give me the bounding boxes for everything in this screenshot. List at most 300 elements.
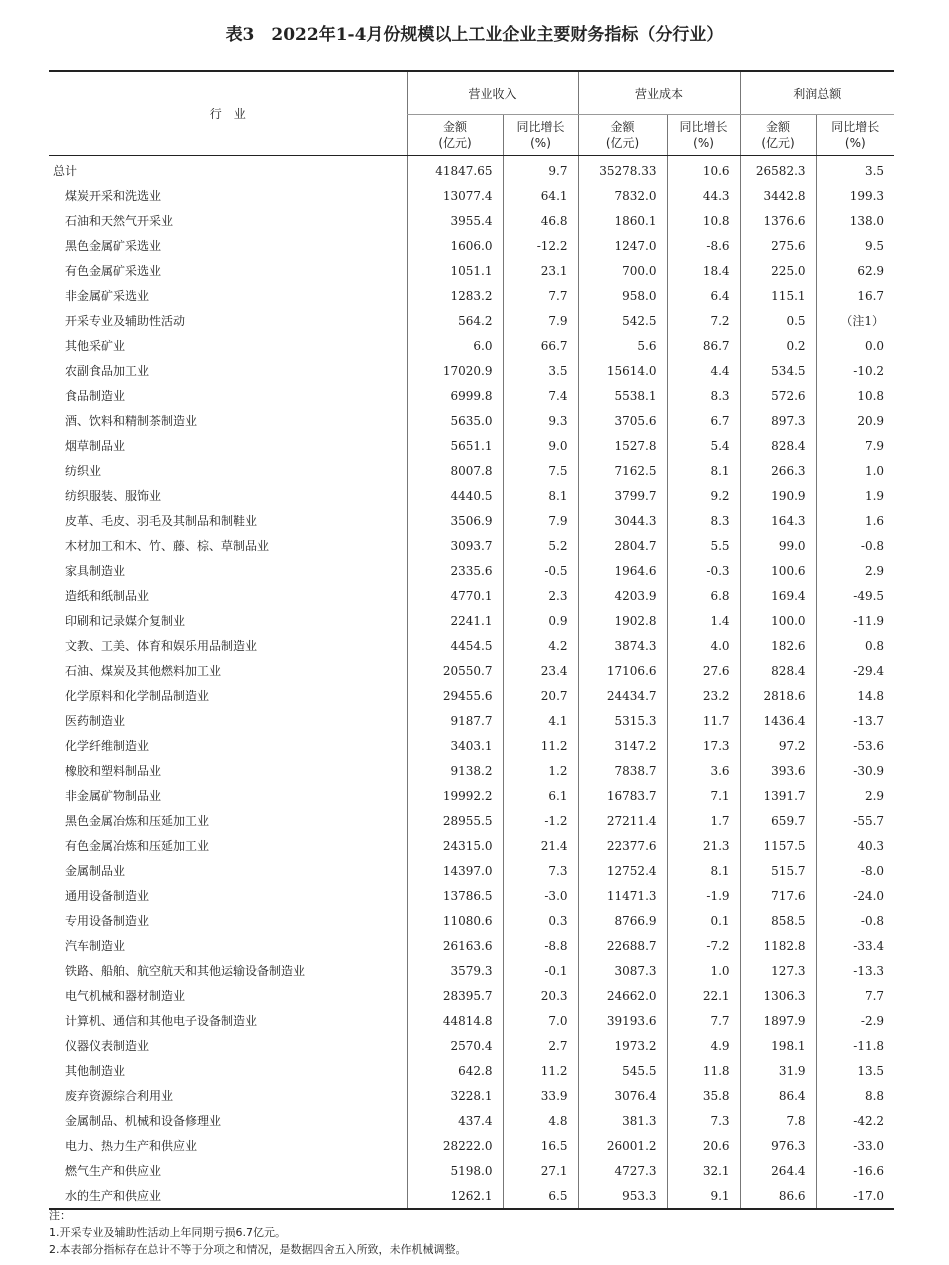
profit-growth-cell: 20.9 xyxy=(816,408,894,433)
table-row xyxy=(49,183,894,208)
profit-amount-cell: 828.4 xyxy=(740,658,816,683)
revenue-amount-cell: 9138.2 xyxy=(407,758,503,783)
revenue-growth-cell: 9.7 xyxy=(503,156,578,184)
cost-amount-cell: 5.6 xyxy=(578,333,667,358)
revenue-amount-cell: 5651.1 xyxy=(407,433,503,458)
profit-amount-cell: 1391.7 xyxy=(740,783,816,808)
industry-name: 黑色金属矿采选业 xyxy=(65,239,162,253)
industry-name: 农副食品加工业 xyxy=(65,364,150,378)
table-row xyxy=(49,408,894,433)
profit-amount-cell: 976.3 xyxy=(740,1133,816,1158)
cost-growth-header: 同比增长 (%) xyxy=(667,115,740,156)
table-row xyxy=(49,708,894,733)
cost-growth-cell: 18.4 xyxy=(667,258,740,283)
cost-amount-cell: 3874.3 xyxy=(578,633,667,658)
revenue-growth-cell: 7.7 xyxy=(503,283,578,308)
cost-amount-cell: 5315.3 xyxy=(578,708,667,733)
revenue-growth-cell: 46.8 xyxy=(503,208,578,233)
table-row xyxy=(49,983,894,1008)
table-row xyxy=(49,783,894,808)
cost-growth-cell: 6.8 xyxy=(667,583,740,608)
cost-growth-cell: 7.2 xyxy=(667,308,740,333)
profit-growth-cell: 0.0 xyxy=(816,333,894,358)
revenue-growth-cell: 11.2 xyxy=(503,733,578,758)
industry-name: 其他制造业 xyxy=(65,1064,126,1078)
cost-amount-cell: 3705.6 xyxy=(578,408,667,433)
profit-growth-cell: -13.7 xyxy=(816,708,894,733)
profit-growth-cell: -16.6 xyxy=(816,1158,894,1183)
industry-name: 汽车制造业 xyxy=(65,939,126,953)
profit-growth-cell: 7.7 xyxy=(816,983,894,1008)
revenue-growth-cell: 4.2 xyxy=(503,633,578,658)
revenue-growth-cell: 0.9 xyxy=(503,608,578,633)
revenue-amount-header: 金额 (亿元) xyxy=(407,115,503,156)
cost-growth-cell: 11.7 xyxy=(667,708,740,733)
profit-amount-cell: 1182.8 xyxy=(740,933,816,958)
cost-growth-cell: 7.7 xyxy=(667,1008,740,1033)
industry-name: 食品制造业 xyxy=(65,389,126,403)
cost-growth-cell: 11.8 xyxy=(667,1058,740,1083)
industry-name: 有色金属矿采选业 xyxy=(65,264,162,278)
revenue-amount-cell: 2335.6 xyxy=(407,558,503,583)
profit-growth-cell: 3.5 xyxy=(816,156,894,184)
table-row xyxy=(49,1083,894,1108)
profit-amount-cell: 225.0 xyxy=(740,258,816,283)
profit-growth-cell: 62.9 xyxy=(816,258,894,283)
revenue-amount-cell: 24315.0 xyxy=(407,833,503,858)
industry-name: 电气机械和器材制造业 xyxy=(65,989,186,1003)
revenue-amount-cell: 6.0 xyxy=(407,333,503,358)
revenue-amount-cell: 3955.4 xyxy=(407,208,503,233)
cost-amount-cell: 22688.7 xyxy=(578,933,667,958)
industry-name: 石油和天然气开采业 xyxy=(65,214,174,228)
table-row xyxy=(49,483,894,508)
profit-amount-cell: 0.2 xyxy=(740,333,816,358)
revenue-amount-cell: 4454.5 xyxy=(407,633,503,658)
revenue-amount-cell: 4440.5 xyxy=(407,483,503,508)
cost-growth-cell: 5.5 xyxy=(667,533,740,558)
table-row xyxy=(49,208,894,233)
cost-growth-cell: 7.1 xyxy=(667,783,740,808)
profit-growth-header: 同比增长 (%) xyxy=(816,115,894,156)
cost-amount-cell: 3087.3 xyxy=(578,958,667,983)
profit-amount-cell: 31.9 xyxy=(740,1058,816,1083)
revenue-amount-cell: 2241.1 xyxy=(407,608,503,633)
profit-amount-cell: 190.9 xyxy=(740,483,816,508)
cost-amount-cell: 15614.0 xyxy=(578,358,667,383)
cost-growth-cell: 7.3 xyxy=(667,1108,740,1133)
profit-amount-cell: 515.7 xyxy=(740,858,816,883)
revenue-growth-cell: 33.9 xyxy=(503,1083,578,1108)
table-body xyxy=(49,156,894,1210)
cost-growth-cell: 32.1 xyxy=(667,1158,740,1183)
profit-amount-cell: 858.5 xyxy=(740,908,816,933)
footnotes xyxy=(49,1207,467,1258)
cost-amount-cell: 3044.3 xyxy=(578,508,667,533)
cost-growth-cell: 21.3 xyxy=(667,833,740,858)
cost-amount-cell: 953.3 xyxy=(578,1183,667,1209)
revenue-amount-cell: 3403.1 xyxy=(407,733,503,758)
profit-growth-cell: 16.7 xyxy=(816,283,894,308)
cost-amount-cell: 24434.7 xyxy=(578,683,667,708)
revenue-growth-cell: 1.2 xyxy=(503,758,578,783)
profit-growth-cell: -42.2 xyxy=(816,1108,894,1133)
industry-name: 家具制造业 xyxy=(65,564,126,578)
revenue-growth-cell: -0.1 xyxy=(503,958,578,983)
revenue-amount-cell: 3579.3 xyxy=(407,958,503,983)
industry-name: 有色金属冶炼和压延加工业 xyxy=(65,839,210,853)
revenue-amount-cell: 28222.0 xyxy=(407,1133,503,1158)
cost-growth-cell: 44.3 xyxy=(667,183,740,208)
cost-amount-cell: 27211.4 xyxy=(578,808,667,833)
cost-growth-cell: 86.7 xyxy=(667,333,740,358)
cost-amount-cell: 2804.7 xyxy=(578,533,667,558)
cost-amount-cell: 4203.9 xyxy=(578,583,667,608)
revenue-growth-cell: 5.2 xyxy=(503,533,578,558)
revenue-growth-cell: 6.1 xyxy=(503,783,578,808)
industry-name: 仪器仪表制造业 xyxy=(65,1039,150,1053)
industry-name: 酒、饮料和精制茶制造业 xyxy=(65,414,198,428)
profit-growth-cell: -2.9 xyxy=(816,1008,894,1033)
profit-growth-cell: -8.0 xyxy=(816,858,894,883)
cost-amount-cell: 1247.0 xyxy=(578,233,667,258)
cost-growth-cell: 8.3 xyxy=(667,508,740,533)
cost-amount-cell: 11471.3 xyxy=(578,883,667,908)
revenue-amount-cell: 29455.6 xyxy=(407,683,503,708)
table-row xyxy=(49,508,894,533)
revenue-growth-cell: 2.3 xyxy=(503,583,578,608)
industry-name: 金属制品业 xyxy=(65,864,126,878)
industry-name: 燃气生产和供应业 xyxy=(65,1164,162,1178)
cost-growth-cell: 9.1 xyxy=(667,1183,740,1209)
table-row xyxy=(49,833,894,858)
profit-growth-cell: （注1） xyxy=(816,308,894,333)
cost-amount-cell: 1973.2 xyxy=(578,1033,667,1058)
profit-amount-header: 金额 (亿元) xyxy=(740,115,816,156)
profit-growth-cell: 2.9 xyxy=(816,558,894,583)
industry-name: 计算机、通信和其他电子设备制造业 xyxy=(65,1014,258,1028)
profit-growth-cell: 7.9 xyxy=(816,433,894,458)
profit-growth-cell: 13.5 xyxy=(816,1058,894,1083)
industry-name: 煤炭开采和洗选业 xyxy=(65,189,162,203)
industry-name: 水的生产和供应业 xyxy=(49,1183,407,1209)
industry-name: 橡胶和塑料制品业 xyxy=(65,764,162,778)
profit-growth-cell: 1.6 xyxy=(816,508,894,533)
table-row xyxy=(49,333,894,358)
cost-amount-cell: 22377.6 xyxy=(578,833,667,858)
industry-name: 化学原料和化学制品制造业 xyxy=(65,689,210,703)
profit-growth-cell: -0.8 xyxy=(816,533,894,558)
revenue-growth-cell: 20.3 xyxy=(503,983,578,1008)
revenue-amount-cell: 1283.2 xyxy=(407,283,503,308)
table-title: 表3 2022年1-4月份规模以上工业企业主要财务指标（分行业） xyxy=(225,25,724,45)
cost-amount-cell: 16783.7 xyxy=(578,783,667,808)
table-row xyxy=(49,1033,894,1058)
cost-amount-cell: 7832.0 xyxy=(578,183,667,208)
revenue-growth-cell: 23.1 xyxy=(503,258,578,283)
revenue-growth-cell: 0.3 xyxy=(503,908,578,933)
revenue-growth-header: 同比增长 (%) xyxy=(503,115,578,156)
cost-amount-cell: 3799.7 xyxy=(578,483,667,508)
industry-name: 石油、煤炭及其他燃料加工业 xyxy=(65,664,222,678)
profit-growth-cell: 1.9 xyxy=(816,483,894,508)
profit-growth-cell: -11.9 xyxy=(816,608,894,633)
profit-amount-cell: 169.4 xyxy=(740,583,816,608)
revenue-growth-cell: -0.5 xyxy=(503,558,578,583)
profit-amount-cell: 198.1 xyxy=(740,1033,816,1058)
cost-growth-cell: 20.6 xyxy=(667,1133,740,1158)
revenue-growth-cell: 7.9 xyxy=(503,508,578,533)
revenue-growth-cell: -12.2 xyxy=(503,233,578,258)
profit-growth-cell: -49.5 xyxy=(816,583,894,608)
cost-growth-cell: 4.4 xyxy=(667,358,740,383)
cost-amount-cell: 39193.6 xyxy=(578,1008,667,1033)
revenue-amount-cell: 9187.7 xyxy=(407,708,503,733)
profit-amount-cell: 100.6 xyxy=(740,558,816,583)
revenue-amount-cell: 3506.9 xyxy=(407,508,503,533)
table-row xyxy=(49,883,894,908)
profit-amount-cell: 182.6 xyxy=(740,633,816,658)
profit-amount-cell: 127.3 xyxy=(740,958,816,983)
table-row xyxy=(49,908,894,933)
table-row xyxy=(49,758,894,783)
cost-amount-cell: 542.5 xyxy=(578,308,667,333)
industry-name: 医药制造业 xyxy=(65,714,126,728)
table-row xyxy=(49,683,894,708)
cost-amount-cell: 1902.8 xyxy=(578,608,667,633)
cost-growth-cell: 1.4 xyxy=(667,608,740,633)
cost-growth-cell: 6.7 xyxy=(667,408,740,433)
table-row xyxy=(49,583,894,608)
cost-growth-cell: -0.3 xyxy=(667,558,740,583)
profit-amount-cell: 97.2 xyxy=(740,733,816,758)
revenue-growth-cell: 9.0 xyxy=(503,433,578,458)
profit-growth-cell: 10.8 xyxy=(816,383,894,408)
industry-name: 总计 xyxy=(53,164,78,178)
revenue-growth-cell: -3.0 xyxy=(503,883,578,908)
profit-growth-cell: 1.0 xyxy=(816,458,894,483)
profit-growth-cell: 0.8 xyxy=(816,633,894,658)
profit-growth-cell: -10.2 xyxy=(816,358,894,383)
revenue-amount-cell: 6999.8 xyxy=(407,383,503,408)
revenue-amount-cell: 26163.6 xyxy=(407,933,503,958)
cost-amount-cell: 3147.2 xyxy=(578,733,667,758)
revenue-amount-cell: 19992.2 xyxy=(407,783,503,808)
profit-amount-cell: 717.6 xyxy=(740,883,816,908)
table-row xyxy=(49,233,894,258)
cost-growth-cell: 3.6 xyxy=(667,758,740,783)
industry-name: 纺织服装、服饰业 xyxy=(65,489,162,503)
cost-growth-cell: 9.2 xyxy=(667,483,740,508)
industry-name: 印刷和记录媒介复制业 xyxy=(65,614,186,628)
profit-growth-cell: -33.0 xyxy=(816,1133,894,1158)
cost-amount-cell: 3076.4 xyxy=(578,1083,667,1108)
industry-name: 专用设备制造业 xyxy=(65,914,150,928)
industry-name: 皮革、毛皮、羽毛及其制品和制鞋业 xyxy=(65,514,258,528)
table-row xyxy=(49,258,894,283)
cost-growth-cell: 6.4 xyxy=(667,283,740,308)
table-row xyxy=(49,1058,894,1083)
profit-growth-cell: 2.9 xyxy=(816,783,894,808)
revenue-amount-cell: 28395.7 xyxy=(407,983,503,1008)
profit-amount-cell: 828.4 xyxy=(740,433,816,458)
profit-amount-cell: 534.5 xyxy=(740,358,816,383)
industry-name: 铁路、船舶、航空航天和其他运输设备制造业 xyxy=(65,964,306,978)
cost-growth-cell: 10.6 xyxy=(667,156,740,184)
profit-amount-cell: 659.7 xyxy=(740,808,816,833)
cost-growth-cell: 5.4 xyxy=(667,433,740,458)
cost-growth-cell: 22.1 xyxy=(667,983,740,1008)
revenue-amount-cell: 2570.4 xyxy=(407,1033,503,1058)
cost-growth-cell: 27.6 xyxy=(667,658,740,683)
footnote-label: 注： xyxy=(49,1209,71,1222)
table-row xyxy=(49,433,894,458)
industry-name: 黑色金属冶炼和压延加工业 xyxy=(65,814,210,828)
cost-growth-cell: -8.6 xyxy=(667,233,740,258)
financial-indicators-table xyxy=(49,70,894,1210)
revenue-growth-cell: 11.2 xyxy=(503,1058,578,1083)
cost-growth-cell: 23.2 xyxy=(667,683,740,708)
profit-growth-cell: -30.9 xyxy=(816,758,894,783)
revenue-amount-cell: 11080.6 xyxy=(407,908,503,933)
revenue-growth-cell: 7.0 xyxy=(503,1008,578,1033)
profit-amount-cell: 0.5 xyxy=(740,308,816,333)
table-row xyxy=(49,308,894,333)
table-row xyxy=(49,558,894,583)
cost-growth-cell: 4.9 xyxy=(667,1033,740,1058)
profit-amount-cell: 100.0 xyxy=(740,608,816,633)
cost-amount-cell: 700.0 xyxy=(578,258,667,283)
cost-growth-cell: -1.9 xyxy=(667,883,740,908)
profit-amount-cell: 266.3 xyxy=(740,458,816,483)
industry-name: 其他采矿业 xyxy=(65,339,126,353)
industry-name: 金属制品、机械和设备修理业 xyxy=(65,1114,222,1128)
revenue-growth-cell: 6.5 xyxy=(503,1183,578,1209)
cost-growth-cell: 8.1 xyxy=(667,458,740,483)
table-row xyxy=(49,283,894,308)
industry-name: 纺织业 xyxy=(65,464,102,478)
profit-amount-cell: 393.6 xyxy=(740,758,816,783)
cost-amount-cell: 24662.0 xyxy=(578,983,667,1008)
cost-growth-cell: 4.0 xyxy=(667,633,740,658)
revenue-growth-cell: 7.3 xyxy=(503,858,578,883)
cost-growth-cell: 35.8 xyxy=(667,1083,740,1108)
industry-name: 废弃资源综合利用业 xyxy=(65,1089,174,1103)
revenue-growth-cell: 66.7 xyxy=(503,333,578,358)
profit-amount-cell: 2818.6 xyxy=(740,683,816,708)
revenue-growth-cell: 7.5 xyxy=(503,458,578,483)
cost-growth-cell: 8.3 xyxy=(667,383,740,408)
revenue-amount-cell: 4770.1 xyxy=(407,583,503,608)
revenue-amount-cell: 8007.8 xyxy=(407,458,503,483)
revenue-growth-cell: -8.8 xyxy=(503,933,578,958)
revenue-growth-cell: 21.4 xyxy=(503,833,578,858)
revenue-amount-cell: 3228.1 xyxy=(407,1083,503,1108)
table-row xyxy=(49,633,894,658)
profit-amount-cell: 1157.5 xyxy=(740,833,816,858)
revenue-header: 营业收入 xyxy=(407,71,578,115)
cost-growth-cell: 1.0 xyxy=(667,958,740,983)
cost-amount-cell: 7838.7 xyxy=(578,758,667,783)
profit-amount-cell: 264.4 xyxy=(740,1158,816,1183)
footnote-1: 1.开采专业及辅助性活动上年同期亏损6.7亿元。 xyxy=(49,1226,286,1239)
industry-name: 开采专业及辅助性活动 xyxy=(65,314,186,328)
profit-amount-cell: 1897.9 xyxy=(740,1008,816,1033)
industry-name: 非金属矿物制品业 xyxy=(65,789,162,803)
table-row xyxy=(49,858,894,883)
industry-name: 通用设备制造业 xyxy=(65,889,150,903)
revenue-growth-cell: 4.1 xyxy=(503,708,578,733)
revenue-amount-cell: 13077.4 xyxy=(407,183,503,208)
table-row xyxy=(49,383,894,408)
profit-growth-cell: -24.0 xyxy=(816,883,894,908)
total-row xyxy=(49,156,894,184)
industry-name: 电力、热力生产和供应业 xyxy=(65,1139,198,1153)
revenue-growth-cell: 7.9 xyxy=(503,308,578,333)
cost-amount-cell: 4727.3 xyxy=(578,1158,667,1183)
cost-growth-cell: 0.1 xyxy=(667,908,740,933)
revenue-amount-cell: 437.4 xyxy=(407,1108,503,1133)
revenue-amount-cell: 20550.7 xyxy=(407,658,503,683)
profit-amount-cell: 164.3 xyxy=(740,508,816,533)
revenue-amount-cell: 44814.8 xyxy=(407,1008,503,1033)
profit-amount-cell: 1436.4 xyxy=(740,708,816,733)
industry-name: 造纸和纸制品业 xyxy=(65,589,150,603)
profit-growth-cell: 9.5 xyxy=(816,233,894,258)
revenue-growth-cell: 9.3 xyxy=(503,408,578,433)
profit-growth-cell: -11.8 xyxy=(816,1033,894,1058)
cost-amount-cell: 7162.5 xyxy=(578,458,667,483)
revenue-amount-cell: 1606.0 xyxy=(407,233,503,258)
cost-growth-cell: 1.7 xyxy=(667,808,740,833)
revenue-growth-cell: 3.5 xyxy=(503,358,578,383)
industry-name: 烟草制品业 xyxy=(65,439,126,453)
profit-growth-cell: 40.3 xyxy=(816,833,894,858)
profit-growth-cell: 138.0 xyxy=(816,208,894,233)
table-row xyxy=(49,958,894,983)
cost-growth-cell: 10.8 xyxy=(667,208,740,233)
industry-name: 文教、工美、体育和娱乐用品制造业 xyxy=(65,639,258,653)
revenue-amount-cell: 13786.5 xyxy=(407,883,503,908)
table-row xyxy=(49,808,894,833)
cost-amount-cell: 958.0 xyxy=(578,283,667,308)
cost-amount-cell: 1860.1 xyxy=(578,208,667,233)
cost-growth-cell: -7.2 xyxy=(667,933,740,958)
cost-amount-cell: 545.5 xyxy=(578,1058,667,1083)
revenue-growth-cell: 2.7 xyxy=(503,1033,578,1058)
cost-amount-cell: 5538.1 xyxy=(578,383,667,408)
revenue-growth-cell: 23.4 xyxy=(503,658,578,683)
revenue-amount-cell: 1051.1 xyxy=(407,258,503,283)
cost-amount-header: 金额 (亿元) xyxy=(578,115,667,156)
industry-name: 非金属矿采选业 xyxy=(65,289,150,303)
revenue-growth-cell: 16.5 xyxy=(503,1133,578,1158)
profit-header: 利润总额 xyxy=(740,71,894,115)
profit-amount-cell: 1376.6 xyxy=(740,208,816,233)
footnote-2: 2.本表部分指标存在总计不等于分项之和情况，是数据四舍五入所致，未作机械调整。 xyxy=(49,1243,467,1256)
profit-growth-cell: 14.8 xyxy=(816,683,894,708)
revenue-growth-cell: 4.8 xyxy=(503,1108,578,1133)
cost-growth-cell: 17.3 xyxy=(667,733,740,758)
revenue-amount-cell: 3093.7 xyxy=(407,533,503,558)
revenue-amount-cell: 5198.0 xyxy=(407,1158,503,1183)
profit-amount-cell: 99.0 xyxy=(740,533,816,558)
revenue-growth-cell: 20.7 xyxy=(503,683,578,708)
profit-growth-cell: -17.0 xyxy=(816,1183,894,1209)
table-row xyxy=(49,933,894,958)
profit-amount-cell: 3442.8 xyxy=(740,183,816,208)
revenue-amount-cell: 1262.1 xyxy=(407,1183,503,1209)
